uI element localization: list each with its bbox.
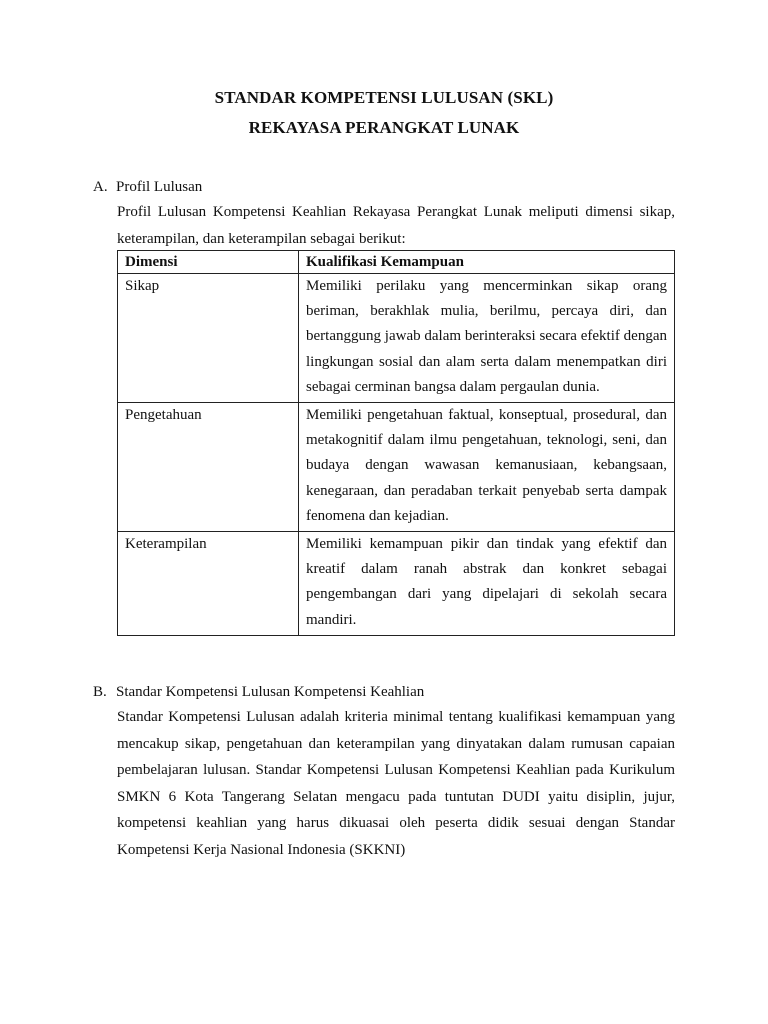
section-b-marker: B.: [93, 684, 107, 700]
row-dimension: Pengetahuan: [118, 403, 299, 532]
section-a-heading: [93, 174, 202, 200]
row-dimension: Keterampilan: [118, 532, 299, 636]
row-qualification: Memiliki perilaku yang mencerminkan sikap orang beriman, berakhlak mulia, berilmu, percaya diri, dan bertanggung jawab dalam berinteraksi secara efektif dengan lingkungan sosial dan alam serta dalam menempatkan diri sebagai cerminan bangsa dalam pergaulan dunia.: [299, 274, 675, 403]
row-qualification: Memiliki kemampuan pikir dan tindak yang efektif dan kreatif dalam ranah abstrak dan konkret sebagai pengembangan dari yang dipelajari di sekolah secara mandiri.: [299, 532, 675, 636]
table-row: [118, 532, 675, 636]
table-row: [118, 403, 675, 532]
section-a-title: Profil Lulusan: [116, 179, 203, 195]
row-qualification: Memiliki pengetahuan faktual, konseptual, prosedural, dan metakognitif dalam ilmu pengetahuan, teknologi, seni, dan budaya dengan wawasan kemanusiaan, kebangsaan, kenegaraan, dan peradaban terkait penyebab serta dampak fenomena dan kejadian.: [299, 403, 675, 532]
header-dimension: Dimensi: [118, 251, 299, 274]
document-subtitle: REKAYASA PERANGKAT LUNAK: [248, 118, 520, 137]
table-row: [118, 274, 675, 403]
section-a-intro: Profil Lulusan Kompetensi Keahlian Rekayasa Perangkat Lunak meliputi dimensi sikap, keterampilan, dan keterampilan sebagai berikut:: [117, 204, 675, 247]
section-b-title: Standar Kompetensi Lulusan Kompetensi Keahlian: [116, 684, 425, 700]
document-title: STANDAR KOMPETENSI LULUSAN (SKL): [214, 88, 554, 107]
section-b-heading: [93, 679, 424, 705]
table-header-row: [118, 251, 675, 274]
header-qualification: Kualifikasi Kemampuan: [299, 251, 675, 274]
row-dimension: Sikap: [118, 274, 299, 403]
section-b-body: Standar Kompetensi Lulusan adalah kriteria minimal tentang kualifikasi kemampuan yang mencakup sikap, pengetahuan dan keterampilan yang dinyatakan dalam rumusan capaian pembelajaran lulusan. Standar Kompetensi Lulusan Kompetensi Keahlian pada Kurikulum SMKN 6 Kota Tangerang Selatan mengacu pada tuntutan DUDI yaitu disiplin, jujur, kompetensi keahlian yang harus dikuasai oleh peserta didik sesuai dengan Standar Kompetensi Kerja Nasional Indonesia (SKKNI): [117, 709, 675, 858]
profile-table: [117, 250, 675, 636]
section-a-marker: A.: [93, 179, 108, 195]
